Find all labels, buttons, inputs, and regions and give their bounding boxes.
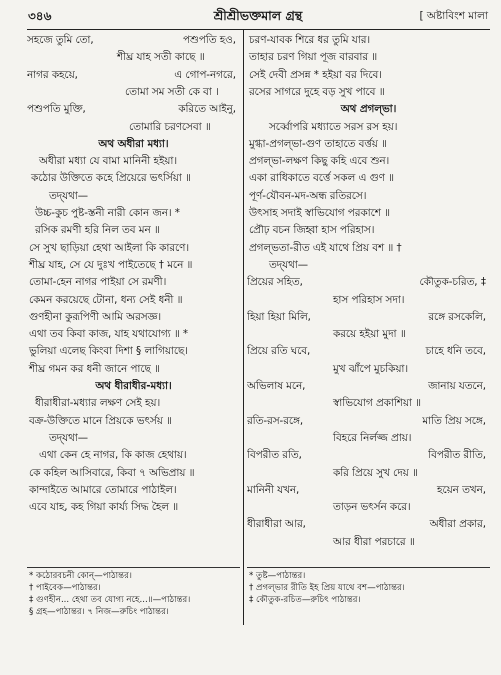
- verse-line-first-half: প্রিয়ের সহিত,: [247, 276, 303, 289]
- verse-line: করি প্রিয়ে সুখ দেয় ॥: [333, 466, 418, 479]
- verse-line: শীঘ্র গমন কর ধনী জানে পাছে ॥: [29, 362, 160, 375]
- verse-line: কঠোর উক্তিতে কহে প্রিয়েরে ভৎর্সিয়া ॥: [31, 172, 191, 185]
- verse-line-first-half: পশুপতি মুক্তি,: [27, 103, 86, 116]
- verse-line: হাস পরিহাস সদা।: [333, 293, 405, 306]
- verse-line-first-half: রতি-রস-রঙ্গে,: [247, 414, 304, 427]
- verse-line-first-half: প্রিয়ে রতি ঘবে,: [247, 345, 311, 358]
- footnote: * তুষ্ট—পাঠান্তর।: [249, 571, 306, 581]
- section-label: [ অষ্টাবিংশ মালা: [419, 10, 488, 22]
- book-title: শ্রীশ্রীভক্তমাল গ্রন্থ: [213, 8, 303, 23]
- footnote-rule: [247, 567, 490, 568]
- verse-line-second-half: এ গোপ-নগরে,: [174, 68, 236, 81]
- verse-line: মুগ্ধা-প্রগল্ভা-গুণ তাহাতে বর্ত্তয় ॥: [249, 137, 387, 150]
- verse-line: এবে যাহ, কহ গিয়া কার্য্য সিদ্ধ হৈল ॥: [29, 501, 179, 514]
- verse-line: অধীরা মধ্যা যে বামা মানিনী হইয়া।: [39, 155, 178, 168]
- verse-line-first-half: সহজে তুমি তো,: [27, 34, 94, 46]
- verse-line-first-half: অভিলাষ মনে,: [247, 380, 306, 392]
- verse-line: মুখ ঝাঁপে মুচকিয়া।: [333, 362, 409, 375]
- verse-line: রসের সাগরে দুহে বড় সুখ পাবে ॥: [249, 85, 385, 98]
- verse-line: এথা কেন হে নাগর, কি কাজ হেথায়।: [39, 449, 187, 462]
- header-rule: [27, 29, 490, 30]
- footnote: § গ্রহ—পাঠান্তর। ৭ নিজ—রুচিং পাঠান্তর।: [29, 607, 169, 617]
- column-divider: [243, 29, 244, 625]
- verse-line: শীঘ্র যাহ, সে যে দুঃখ পাইতেছে † মনে ॥: [29, 258, 193, 271]
- footnote: ‡ গুণহীন... হেথা তব যোগ্য নহে...॥—পাঠান্তর।: [29, 595, 191, 605]
- verse-line: [247, 414, 490, 429]
- verse-line-first-half: হিয়া হিয়া মিলি,: [247, 310, 311, 323]
- footnote: † প্রগল্ভার রীতি ইহ প্রিয় যাথে বশ—পাঠান্তর।: [249, 583, 405, 593]
- verse-line: বক্র-উক্তিতে মানে প্রিয়কে ভৎর্সয় ॥: [29, 414, 172, 427]
- verse-line: একা রাধিকাতে বর্ত্তে সকল এ গুণ ॥: [249, 172, 395, 185]
- verse-line-second-half: পশুপতি হও,: [182, 34, 236, 46]
- verse-line: [247, 483, 490, 498]
- verse-line: উচ্চ-কুচ পুষ্ট-স্তনী নারী কোন জন। *: [35, 207, 180, 219]
- verse-line: ভুলিয়া এলেছ কিংবা দিশা § লাগিয়াছে।: [29, 345, 188, 358]
- verse-line: [247, 344, 490, 359]
- verse-line: তদ্‌যথা—: [49, 189, 89, 202]
- verse-line-second-half: জানায় যতনে,: [428, 380, 486, 392]
- verse-line-first-half: ধীরাধীরা আর,: [247, 518, 306, 531]
- verse-line: [247, 379, 490, 394]
- verse-line: তাহার চরণ গিয়া পূজ বারবার ॥: [249, 51, 378, 64]
- verse-line: তদ্‌যথা—: [49, 431, 89, 444]
- page-number: ৩৪৬: [28, 9, 52, 23]
- verse-line: প্রগল্ভা-লক্ষণ কিছু কহি এবে শুন।: [249, 155, 390, 168]
- verse-line: চরণ-যাবক শিরে ধর তুমি যার।: [249, 34, 371, 46]
- running-header: [28, 6, 488, 26]
- verse-line: সেই দেবী প্রসন্ন * হইয়া বর দিবে।: [249, 68, 382, 81]
- verse-line-first-half: নাগর কহয়ে,: [27, 68, 78, 81]
- footnote: ‡ কৌতুক-রচিত—রুচিৎ পাঠান্তর।: [249, 595, 361, 605]
- verse-line-second-half: বিপরীত রীতি,: [428, 449, 486, 462]
- verse-line: [27, 68, 240, 83]
- verse-line-second-half: মাতি প্রিয় সঙ্গে,: [422, 414, 486, 427]
- verse-line: [27, 33, 240, 48]
- verse-line-first-half: মানিনী যখন,: [247, 483, 300, 496]
- verse-line: গুণহীনা কুরূপিণী আমি অরসজ্ঞ।: [29, 310, 162, 323]
- verse-line: কেমন করয়েছে টোনা, ধন্য সেই ধনী ॥: [29, 293, 183, 306]
- verse-line-second-half: হয়েন তখন,: [437, 483, 486, 496]
- footnote: † পাইবেক—পাঠান্তর।: [29, 583, 101, 593]
- verse-line: প্রৌঢ় বচন জিহ্বা হাস পরিহাস।: [249, 224, 375, 237]
- verse-line: স্বাভিযোগ প্রকাশিয়া ॥: [333, 397, 422, 410]
- verse-line: আর ধীরা পরচারে ॥: [333, 535, 415, 548]
- section-heading: অথ প্রগল্ভা।: [340, 103, 397, 116]
- verse-line: [247, 310, 490, 325]
- section-heading: অথ অধীরা মধ্যা।: [98, 137, 169, 150]
- verse-line: তদ্‌যথা—: [269, 258, 309, 271]
- verse-line-second-half: করিতে আইনু,: [178, 103, 236, 116]
- verse-line: করয়ে হইয়া মুদা ॥: [333, 328, 406, 341]
- verse-line: উৎসাহ সদাই স্বাভিযোগ পরকাশে ॥: [249, 207, 390, 219]
- verse-line-second-half: চাহে ধনি তবে,: [425, 345, 486, 358]
- verse-line-second-half: রঙ্গে রসকেলি,: [428, 310, 486, 323]
- verse-line: তোমারি চরণসেবা ॥: [129, 120, 211, 133]
- verse-line: [27, 102, 240, 117]
- verse-line-second-half: অধীরা প্রকার,: [429, 518, 486, 531]
- footnote-rule: [27, 567, 240, 568]
- verse-line: শীঘ্র যাহ সতী কাছে ॥: [117, 51, 205, 64]
- verse-line: কান্দাইতে আমারে তোমারে পাঠাইল।: [29, 483, 177, 496]
- verse-line: [247, 517, 490, 532]
- verse-line: রসিক রমণী হরি নিল তব মন ॥: [35, 224, 160, 237]
- verse-line: [247, 448, 490, 463]
- verse-line: কে কহিল আসিবারে, কিবা ৭ অভিপ্রায় ॥: [29, 466, 195, 479]
- verse-line: ধীরাধীরা-মধ্যার লক্ষণ সেই হয়।: [35, 397, 161, 410]
- footnote: * কঠোরবচনী কোন্‌—পাঠান্তর।: [29, 571, 132, 581]
- verse-line: পূর্ণ-যৌবন-মদ-অন্ধ রতিরসে।: [249, 189, 367, 202]
- verse-line-first-half: বিপরীত রতি,: [247, 449, 302, 462]
- verse-line: [247, 275, 490, 290]
- verse-line: সর্ব্বোপরি মধ্যাতে সরস রস হয়।: [269, 120, 398, 133]
- verse-line-second-half: কৌতুক-চরিত, ‡: [419, 276, 486, 289]
- verse-line: তোমা-হেন নাগর পাইয়া সে রমণী।: [29, 276, 167, 289]
- verse-line: এথা তব কিবা কাজ, যাহ যথাযোগ্য ॥ *: [29, 328, 189, 341]
- verse-line: প্রগল্ভতা-রীত এই যাথে প্রিয় বশ ॥ †: [249, 241, 402, 254]
- verse-line: তাড়ন ভৎর্সন করে।: [333, 501, 411, 514]
- section-heading: অথ ধীরাধীর-মধ্যা।: [95, 380, 172, 392]
- verse-line: সে সুখ ছাড়িয়া হেথা আইলা কি কারণে।: [29, 241, 190, 254]
- verse-line: তোমা সম সতী কে বা ।: [125, 85, 219, 98]
- verse-line: বিহরে নির্লজ্জ প্রায়।: [333, 431, 412, 444]
